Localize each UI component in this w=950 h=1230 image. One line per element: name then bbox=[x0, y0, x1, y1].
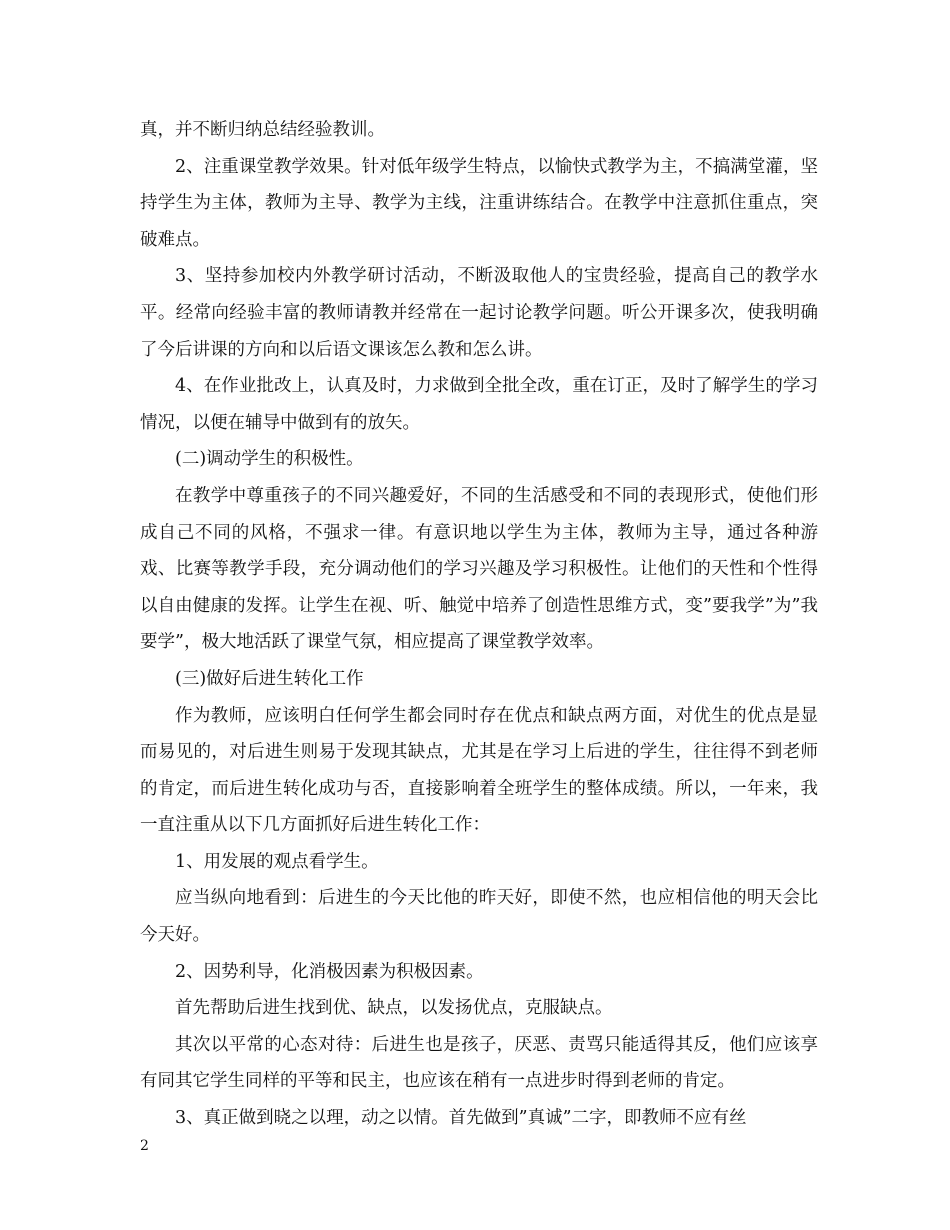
paragraph-4: 4、在作业批改上，认真及时，力求做到全批全改，重在订正，及时了解学生的学习情况，以便在辅导中做到有的放矢。 bbox=[140, 376, 818, 433]
paragraph-11: 2、因势利导，化消极因素为积极因素。 bbox=[175, 961, 484, 982]
section-heading-3: (三)做好后进生转化工作 bbox=[175, 668, 364, 689]
paragraph-1: 真，并不断归纳总结经验教训。 bbox=[140, 120, 385, 140]
section-heading-2: (二)调动学生的积极性。 bbox=[175, 449, 364, 470]
paragraph-6: 在教学中尊重孩子的不同兴趣爱好，不同的生活感受和不同的表现形式，使他们形成自己不同的风格，不强求一律。有意识地以学生为主体，教师为主导，通过各种游戏、比赛等教学手段，充分调动他们的学习兴趣及学习积极性。让他们的天性和个性得以自由健康的发挥。让学生在视、听、触觉中培养了创造性思维方式，变”要我学”为”我要学”，极大地活跃了课堂气氛，相应提高了课堂教学效率。 bbox=[140, 485, 818, 653]
paragraph-9: 1、用发展的观点看学生。 bbox=[175, 851, 379, 872]
paragraph-8: 作为教师，应该明白任何学生都会同时存在优点和缺点两方面，对优生的优点是显而易见的，对后进生则易于发现其缺点，尤其是在学习上后进的学生，往往得不到老师的肯定，而后进生转化成功与否，直接影响着全班学生的整体成绩。所以，一年来，我一直注重从以下几方面抓好后进生转化工作： bbox=[140, 705, 818, 836]
document-body bbox=[140, 112, 818, 1137]
paragraph-13: 其次以平常的心态对待：后进生也是孩子，厌恶、责骂只能适得其反，他们应该享有同其它学生同样的平等和民主，也应该在稍有一点进步时得到老师的肯定。 bbox=[140, 1034, 818, 1092]
paragraph-12: 首先帮助后进生找到优、缺点，以发扬优点，克服缺点。 bbox=[175, 998, 613, 1019]
paragraph-14: 3、真正做到晓之以理，动之以情。首先做到”真诚”二字，即教师不应有丝 bbox=[175, 1108, 747, 1129]
paragraph-2: 2、注重课堂教学效果。针对低年级学生特点，以愉快式教学为主，不搞满堂灌，坚持学生为主体，教师为主导、教学为主线，注重讲练结合。在教学中注意抓住重点，突破难点。 bbox=[140, 156, 818, 250]
paragraph-10: 应当纵向地看到：后进生的今天比他的昨天好，即使不然，也应相信他的明天会比今天好。 bbox=[140, 888, 818, 946]
page-number: 2 bbox=[140, 1138, 149, 1154]
paragraph-3: 3、坚持参加校内外教学研讨活动，不断汲取他人的宝贵经验，提高自己的教学水平。经常向经验丰富的教师请教并经常在一起讨论教学问题。听公开课多次，使我明确了今后讲课的方向和以后语文课该怎么教和怎么讲。 bbox=[140, 266, 818, 360]
